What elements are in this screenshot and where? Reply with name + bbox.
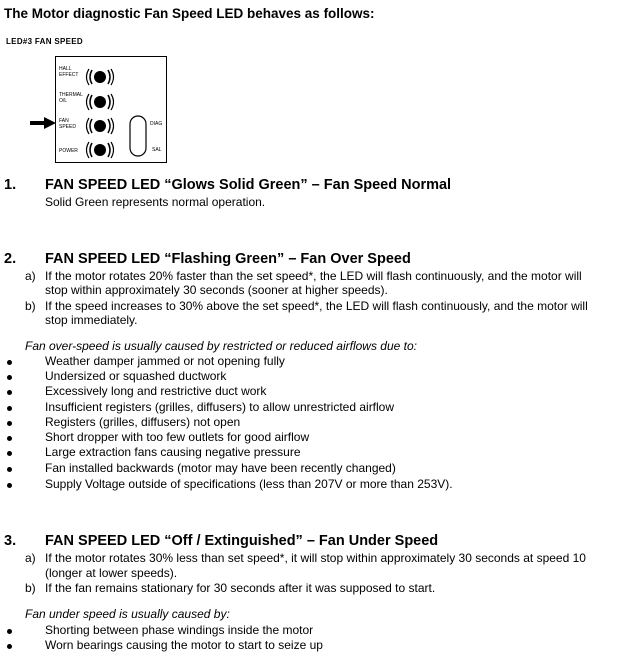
led-label: LED#3 FAN SPEED [6, 37, 83, 46]
led-hall-icon [86, 69, 113, 85]
bullet-icon [7, 467, 12, 472]
item-line: stop immediately. [45, 313, 138, 327]
bullet-icon [7, 436, 12, 441]
led-fan-speed-icon [86, 118, 113, 134]
item-marker: b) [25, 299, 36, 313]
led-icons [55, 56, 167, 163]
section-3-heading: FAN SPEED LED “Off / Extinguished” – Fan Under Speed [45, 533, 439, 549]
section-1-heading: FAN SPEED LED “Glows Solid Green” – Fan Speed Normal [45, 177, 452, 193]
led-label-fan-speed: FAN SPEED [59, 118, 76, 130]
bullet-icon [7, 629, 12, 634]
bullet-icon [7, 421, 12, 426]
item-line: If the speed increases to 30% above the set speed*, the LED will flash continuously, and the motor will [45, 299, 588, 313]
section-1-number: 1. [4, 177, 17, 193]
item-line: If the motor rotates 30% less than set speed*, it will stop within approximately 30 seconds at speed 10 [45, 551, 586, 565]
item-line: stop within approximately 30 seconds (sooner at higher speeds). [45, 283, 388, 297]
item-line: (longer at lower speeds). [45, 566, 178, 580]
item-marker: a) [25, 551, 36, 565]
diag-connector-icon [130, 116, 146, 156]
led-thermal-icon [86, 94, 113, 110]
diag-label: DIAG [150, 121, 163, 127]
bullet-icon [7, 644, 12, 649]
sal-label: SAL [152, 147, 162, 153]
section-2-heading: FAN SPEED LED “Flashing Green” – Fan Over Speed [45, 251, 411, 267]
page-title: The Motor diagnostic Fan Speed LED behaves as follows: [4, 6, 375, 21]
item-marker: b) [25, 581, 36, 595]
bullet-icon [7, 483, 12, 488]
bullet-icon [7, 360, 12, 365]
item-marker: a) [25, 269, 36, 283]
arrow-right-icon [30, 117, 56, 129]
cause-intro: Fan under speed is usually caused by: [25, 607, 230, 621]
bullet-icon [7, 390, 12, 395]
bullet-icon [7, 451, 12, 456]
led-panel-diagram [55, 56, 167, 163]
bullet-icon [7, 406, 12, 411]
item-line: If the fan remains stationary for 30 seconds after it was supposed to start. [45, 581, 436, 595]
section-1-text: Solid Green represents normal operation. [45, 195, 266, 209]
led-label-hall: HALL EFFECT [59, 66, 79, 78]
section-3-number: 3. [4, 533, 17, 549]
item-line: If the motor rotates 20% faster than the set speed*, the LED will flash continuously, and the motor will [45, 269, 582, 283]
led-label-thermal: THERMAL O/L [59, 92, 83, 104]
led-power-icon [86, 142, 113, 158]
led-label-power: POWER [59, 148, 78, 154]
cause-intro: Fan over-speed is usually caused by restricted or reduced airflows due to: [25, 339, 417, 353]
bullet-icon [7, 375, 12, 380]
section-2-number: 2. [4, 251, 17, 267]
